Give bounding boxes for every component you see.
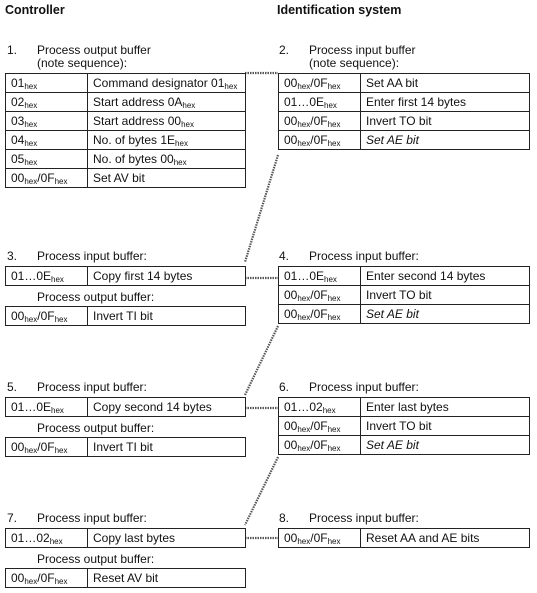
process-output-buffer-table-3 bbox=[5, 306, 246, 326]
code-value: /0F bbox=[37, 570, 55, 585]
code-cell bbox=[6, 529, 88, 548]
description-text: No. of bytes 1E bbox=[93, 132, 176, 147]
description-text: Copy first 14 bytes bbox=[93, 269, 193, 283]
connector-6-7 bbox=[245, 457, 278, 525]
code-suffix: hex bbox=[54, 445, 68, 455]
description-text: Set AA bit bbox=[366, 76, 419, 90]
code-value: /0F bbox=[37, 308, 55, 323]
code-value: 00 bbox=[11, 439, 25, 454]
description-cell bbox=[88, 93, 246, 112]
code-suffix: hex bbox=[327, 138, 341, 148]
table-row bbox=[279, 93, 530, 112]
code-suffix: hex bbox=[297, 81, 311, 91]
code-cell bbox=[279, 267, 361, 286]
code-suffix: hex bbox=[324, 274, 337, 284]
description-cell bbox=[88, 267, 246, 286]
description-text: Command designator 01 bbox=[93, 75, 225, 90]
description-cell bbox=[88, 307, 246, 326]
table-row bbox=[6, 398, 246, 417]
process-input-buffer-table-3 bbox=[5, 266, 246, 286]
description-cell bbox=[361, 131, 530, 150]
step-4-label: 4. Process input buffer: bbox=[279, 249, 419, 263]
step-3-output-label: Process output buffer: bbox=[37, 290, 155, 304]
step-2-label: 2. Process input buffer (note sequence): bbox=[279, 43, 416, 70]
code-value: /0F bbox=[310, 437, 328, 452]
code-value: /0F bbox=[37, 439, 55, 454]
code-value: 01…0E bbox=[284, 94, 325, 109]
code-cell bbox=[6, 169, 88, 188]
code-suffix: hex bbox=[297, 119, 311, 129]
code-value: 00 bbox=[284, 530, 298, 545]
table-row bbox=[279, 417, 530, 436]
code-cell bbox=[6, 112, 88, 131]
description-text: Invert TO bit bbox=[366, 288, 432, 302]
code-suffix: hex bbox=[297, 312, 311, 322]
step-8-label: 8. Process input buffer: bbox=[279, 511, 419, 525]
connector-2-3 bbox=[245, 155, 278, 262]
code-suffix: hex bbox=[24, 314, 38, 324]
code-suffix: hex bbox=[322, 405, 336, 415]
description-text: Copy second 14 bytes bbox=[93, 400, 212, 414]
code-value: 00 bbox=[284, 437, 298, 452]
code-value: /0F bbox=[310, 418, 328, 433]
code-cell bbox=[6, 93, 88, 112]
description-cell bbox=[88, 150, 246, 169]
code-suffix: hex bbox=[297, 443, 311, 453]
code-cell bbox=[279, 417, 361, 436]
description-cell bbox=[88, 74, 246, 93]
description-text: Set AE bit bbox=[366, 307, 419, 321]
code-cell bbox=[279, 398, 361, 417]
code-value: 01…0E bbox=[11, 268, 52, 283]
code-value: 00 bbox=[11, 308, 25, 323]
table-row bbox=[279, 74, 530, 93]
code-suffix: hex bbox=[24, 138, 38, 148]
table-row bbox=[6, 438, 246, 457]
code-cell bbox=[279, 74, 361, 93]
code-suffix: hex bbox=[324, 100, 337, 110]
code-suffix: hex bbox=[54, 314, 68, 324]
code-suffix: hex bbox=[54, 576, 68, 586]
description-cell bbox=[361, 286, 530, 305]
process-input-buffer-table-6 bbox=[278, 397, 530, 455]
process-output-buffer-table-5 bbox=[5, 437, 246, 457]
code-cell bbox=[6, 74, 88, 93]
process-input-buffer-table-4 bbox=[278, 266, 530, 324]
step-7-output-label: Process output buffer: bbox=[37, 552, 155, 566]
code-cell bbox=[279, 112, 361, 131]
code-value: 00 bbox=[284, 306, 298, 321]
description-text: Invert TI bit bbox=[93, 440, 153, 454]
code-suffix: hex bbox=[51, 405, 64, 415]
process-output-buffer-table-7 bbox=[5, 568, 246, 588]
description-cell bbox=[88, 529, 246, 548]
description-text: Copy last bytes bbox=[93, 531, 176, 545]
process-input-buffer-table-2 bbox=[278, 73, 530, 150]
table-row bbox=[6, 131, 246, 150]
code-value: /0F bbox=[310, 287, 328, 302]
code-value: 01…0E bbox=[11, 399, 52, 414]
code-value: 01…02 bbox=[11, 530, 50, 545]
code-cell bbox=[279, 93, 361, 112]
code-cell bbox=[6, 569, 88, 588]
table-row bbox=[279, 267, 530, 286]
description-text: Enter first 14 bytes bbox=[366, 95, 467, 109]
table-row bbox=[279, 131, 530, 150]
description-suffix: hex bbox=[181, 119, 194, 129]
process-input-buffer-table-8 bbox=[278, 528, 530, 548]
description-text: Set AE bit bbox=[366, 133, 419, 147]
code-suffix: hex bbox=[297, 138, 311, 148]
code-suffix: hex bbox=[297, 536, 311, 546]
code-value: 00 bbox=[284, 287, 298, 302]
code-value: 00 bbox=[284, 132, 298, 147]
code-cell bbox=[6, 438, 88, 457]
description-text: Set AE bit bbox=[366, 438, 419, 452]
code-cell bbox=[279, 529, 361, 548]
description-text: No. of bytes 00 bbox=[93, 151, 174, 166]
table-row bbox=[279, 436, 530, 455]
code-value: 01…0E bbox=[284, 268, 325, 283]
description-cell bbox=[361, 305, 530, 324]
description-suffix: hex bbox=[175, 138, 188, 148]
step-6-label: 6. Process input buffer: bbox=[279, 380, 419, 394]
code-cell bbox=[6, 131, 88, 150]
code-value: 02 bbox=[11, 94, 25, 109]
process-input-buffer-table-7 bbox=[5, 528, 246, 548]
description-cell bbox=[361, 74, 530, 93]
code-value: 01 bbox=[11, 75, 25, 90]
code-value: /0F bbox=[310, 75, 328, 90]
code-suffix: hex bbox=[24, 176, 38, 186]
code-suffix: hex bbox=[24, 81, 38, 91]
description-text: Start address 0A bbox=[93, 94, 183, 109]
code-suffix: hex bbox=[24, 157, 38, 167]
code-value: 00 bbox=[11, 570, 25, 585]
table-row bbox=[6, 307, 246, 326]
step-5-label: 5. Process input buffer: bbox=[7, 380, 147, 394]
description-cell bbox=[88, 569, 246, 588]
table-row bbox=[279, 112, 530, 131]
code-value: /0F bbox=[310, 530, 328, 545]
description-cell bbox=[88, 398, 246, 417]
description-text: Enter last bytes bbox=[366, 400, 449, 414]
code-suffix: hex bbox=[24, 100, 38, 110]
code-suffix: hex bbox=[327, 424, 341, 434]
description-suffix: hex bbox=[173, 157, 187, 167]
identification-system-heading: Identification system bbox=[277, 3, 402, 17]
description-cell bbox=[88, 438, 246, 457]
code-suffix: hex bbox=[327, 293, 341, 303]
description-cell bbox=[361, 529, 530, 548]
description-cell bbox=[88, 112, 246, 131]
code-suffix: hex bbox=[51, 274, 64, 284]
description-suffix: hex bbox=[182, 100, 196, 110]
code-cell bbox=[279, 305, 361, 324]
description-text: Start address 00 bbox=[93, 113, 182, 128]
code-value: /0F bbox=[310, 132, 328, 147]
code-suffix: hex bbox=[297, 424, 311, 434]
code-cell bbox=[6, 267, 88, 286]
code-cell bbox=[279, 286, 361, 305]
table-row bbox=[6, 74, 246, 93]
description-text: Set AV bit bbox=[93, 171, 145, 185]
code-cell bbox=[279, 131, 361, 150]
code-suffix: hex bbox=[327, 312, 341, 322]
code-cell bbox=[279, 436, 361, 455]
table-row bbox=[279, 529, 530, 548]
code-value: 05 bbox=[11, 151, 25, 166]
code-value: 00 bbox=[284, 75, 298, 90]
code-cell bbox=[6, 398, 88, 417]
table-row bbox=[6, 169, 246, 188]
code-value: 00 bbox=[284, 418, 298, 433]
table-row bbox=[6, 150, 246, 169]
code-suffix: hex bbox=[24, 445, 38, 455]
description-cell bbox=[361, 267, 530, 286]
description-cell bbox=[88, 169, 246, 188]
table-row bbox=[6, 93, 246, 112]
table-row bbox=[6, 529, 246, 548]
code-suffix: hex bbox=[24, 576, 38, 586]
table-row bbox=[279, 286, 530, 305]
description-cell bbox=[361, 112, 530, 131]
description-suffix: hex bbox=[224, 81, 238, 91]
description-cell bbox=[361, 93, 530, 112]
table-row bbox=[6, 112, 246, 131]
description-cell bbox=[361, 436, 530, 455]
code-suffix: hex bbox=[297, 293, 311, 303]
code-suffix: hex bbox=[327, 536, 341, 546]
description-text: Invert TO bit bbox=[366, 419, 432, 433]
connector-4-5 bbox=[245, 326, 278, 395]
code-suffix: hex bbox=[327, 81, 341, 91]
code-value: 01…02 bbox=[284, 399, 323, 414]
code-value: 03 bbox=[11, 113, 25, 128]
controller-heading: Controller bbox=[5, 3, 65, 17]
step-1-label: 1. Process output buffer (note sequence): bbox=[7, 43, 151, 70]
process-output-buffer-table-1 bbox=[5, 73, 246, 188]
code-suffix: hex bbox=[24, 119, 38, 129]
description-cell bbox=[88, 131, 246, 150]
code-value: 00 bbox=[11, 170, 25, 185]
code-suffix: hex bbox=[327, 443, 341, 453]
code-value: /0F bbox=[310, 306, 328, 321]
table-row bbox=[6, 569, 246, 588]
code-cell bbox=[6, 307, 88, 326]
process-input-buffer-table-5 bbox=[5, 397, 246, 417]
table-row bbox=[279, 398, 530, 417]
step-5-output-label: Process output buffer: bbox=[37, 421, 155, 435]
code-suffix: hex bbox=[49, 536, 63, 546]
code-suffix: hex bbox=[327, 119, 341, 129]
code-value: /0F bbox=[310, 113, 328, 128]
code-cell bbox=[6, 150, 88, 169]
code-value: 04 bbox=[11, 132, 25, 147]
description-text: Reset AV bit bbox=[93, 571, 159, 585]
description-text: Reset AA and AE bits bbox=[366, 531, 480, 545]
description-cell bbox=[361, 417, 530, 436]
code-value: /0F bbox=[37, 170, 55, 185]
step-7-label: 7. Process input buffer: bbox=[7, 511, 147, 525]
code-suffix: hex bbox=[54, 176, 68, 186]
description-cell bbox=[361, 398, 530, 417]
table-row bbox=[279, 305, 530, 324]
description-text: Enter second 14 bytes bbox=[366, 269, 486, 283]
description-text: Invert TI bit bbox=[93, 309, 153, 323]
description-text: Invert TO bit bbox=[366, 114, 432, 128]
code-value: 00 bbox=[284, 113, 298, 128]
step-3-label: 3. Process input buffer: bbox=[7, 249, 147, 263]
table-row bbox=[6, 267, 246, 286]
